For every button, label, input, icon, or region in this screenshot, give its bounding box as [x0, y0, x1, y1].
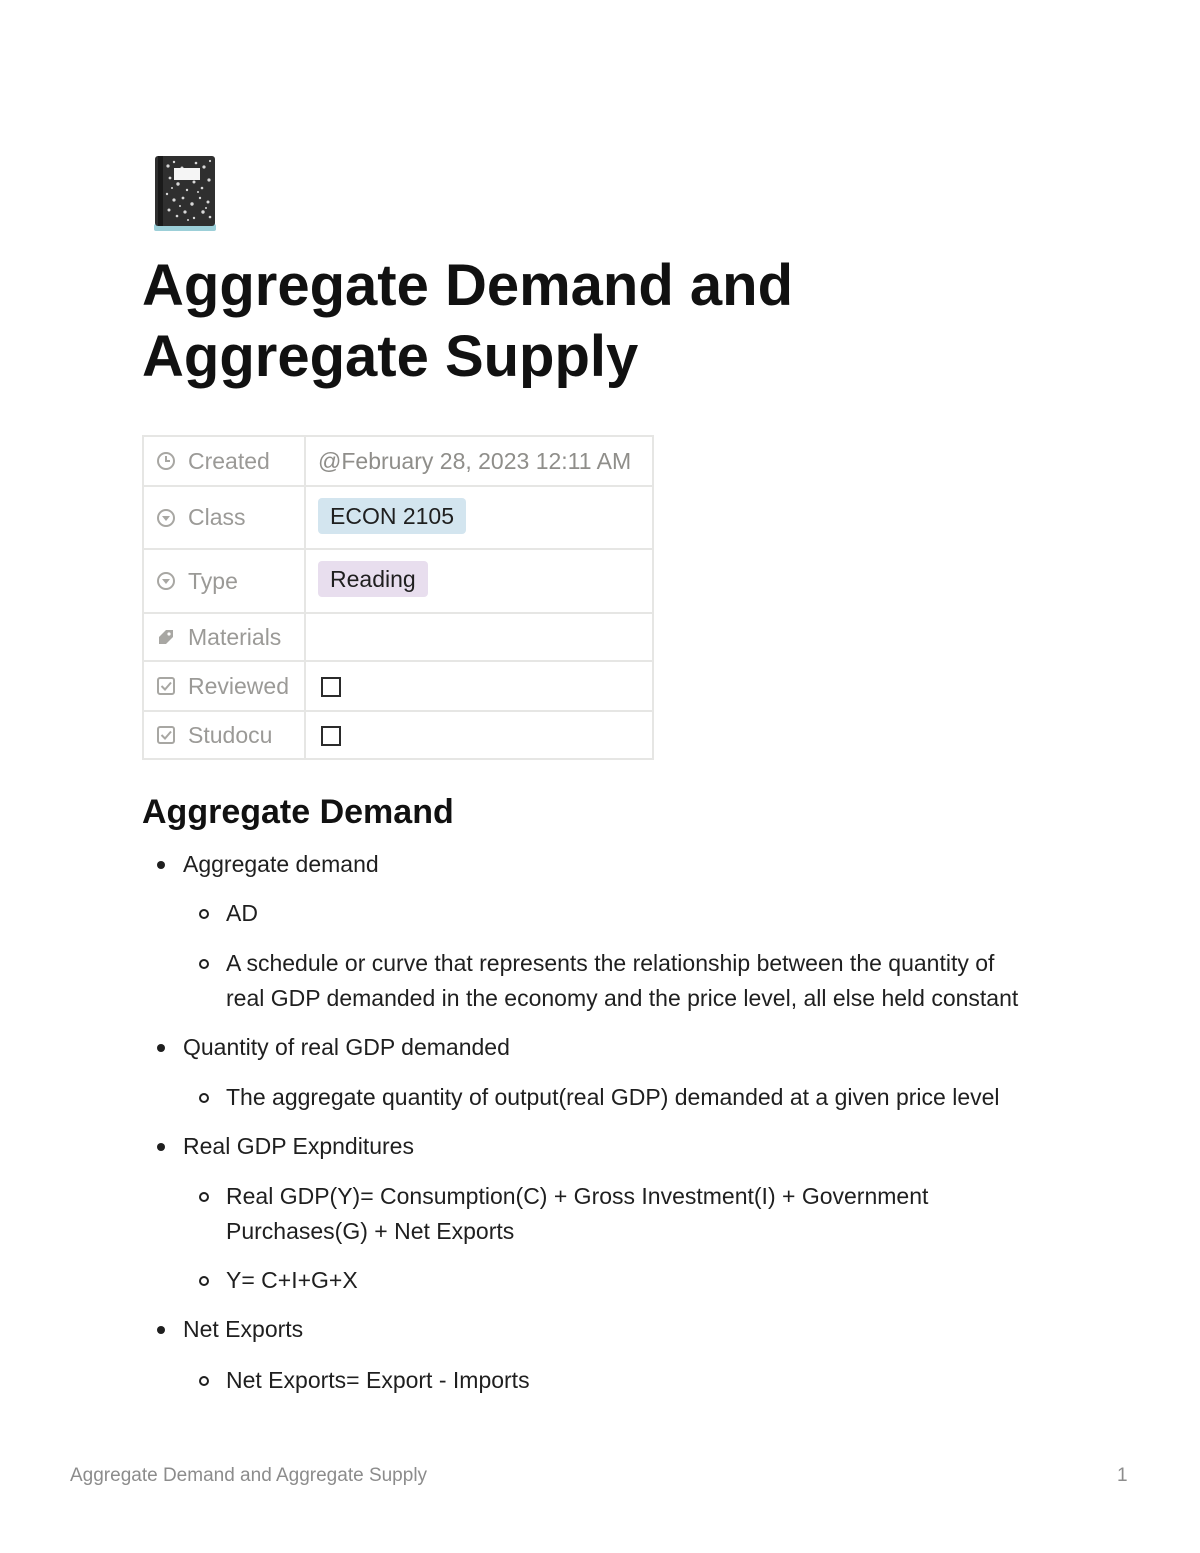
- sub-bullet-icon: [199, 1093, 209, 1103]
- footer-title: Aggregate Demand and Aggregate Supply: [70, 1465, 428, 1486]
- property-row-class: [143, 486, 653, 549]
- select-icon: [156, 508, 176, 528]
- property-key-class[interactable]: Class: [143, 486, 305, 549]
- properties-table: [142, 435, 654, 760]
- type-tag[interactable]: Reading: [318, 561, 428, 597]
- list-item: The aggregate quantity of output(real GDP) demanded at a given price level: [226, 1084, 1000, 1110]
- bullet-icon: [157, 1044, 165, 1052]
- property-value-reviewed: [305, 661, 653, 711]
- clock-icon: [156, 451, 176, 471]
- bullet-icon: [157, 1326, 165, 1334]
- property-key-studocu[interactable]: Studocu: [143, 711, 305, 759]
- property-value-materials[interactable]: [305, 613, 653, 661]
- property-row-studocu: [143, 711, 653, 759]
- bullet-icon: [157, 1143, 165, 1151]
- checkbox-icon: [156, 676, 176, 696]
- list-item: Aggregate demand: [183, 851, 379, 877]
- property-value-type[interactable]: [305, 549, 653, 613]
- list-item: Quantity of real GDP demanded: [183, 1034, 510, 1060]
- property-value-class[interactable]: [305, 486, 653, 549]
- bullet-icon: [157, 861, 165, 869]
- list-item: Net Exports= Export - Imports: [226, 1367, 530, 1393]
- sub-bullet-icon: [199, 1376, 209, 1386]
- page-title-line-2: Aggregate Supply: [142, 324, 639, 389]
- property-key-reviewed[interactable]: Reviewed: [143, 661, 305, 711]
- list-item: A schedule or curve that represents the relationship between the quantity of real GDP demanded in the economy and the price level, all else held constant: [226, 950, 1019, 1011]
- property-value-studocu: [305, 711, 653, 759]
- list-item: Real GDP(Y)= Consumption(C) + Gross Investment(I) + Government Purchases(G) + Net Exports: [226, 1183, 929, 1244]
- list-item: Net Exports: [183, 1316, 304, 1342]
- reviewed-checkbox[interactable]: [321, 677, 341, 697]
- property-row-reviewed: [143, 661, 653, 711]
- list-item: AD: [226, 900, 258, 926]
- sub-bullet-icon: [199, 1192, 209, 1202]
- property-value-created[interactable]: @February 28, 2023 12:11 AM: [305, 436, 653, 486]
- checkbox-icon: [156, 725, 176, 745]
- list-item: Real GDP Expnditures: [183, 1133, 414, 1159]
- property-key-type[interactable]: Type: [143, 549, 305, 613]
- page-title: [142, 250, 1042, 392]
- select-icon: [156, 571, 176, 591]
- notebook-icon: [152, 154, 218, 232]
- studocu-checkbox[interactable]: [321, 726, 341, 746]
- property-row-type: [143, 549, 653, 613]
- section-heading: Aggregate Demand: [142, 793, 454, 831]
- property-row-created: [143, 436, 653, 486]
- sub-bullet-icon: [199, 909, 209, 919]
- file-icon: [156, 627, 176, 647]
- class-tag[interactable]: ECON 2105: [318, 498, 466, 534]
- property-row-materials: [143, 613, 653, 661]
- page-title-line-1: Aggregate Demand and: [142, 253, 793, 318]
- sub-bullet-icon: [199, 1276, 209, 1286]
- property-key-materials[interactable]: Materials: [143, 613, 305, 661]
- property-key-created[interactable]: Created: [143, 436, 305, 486]
- list-item: Y= C+I+G+X: [226, 1267, 358, 1293]
- sub-bullet-icon: [199, 959, 209, 969]
- footer-page-number: 1: [1117, 1465, 1128, 1486]
